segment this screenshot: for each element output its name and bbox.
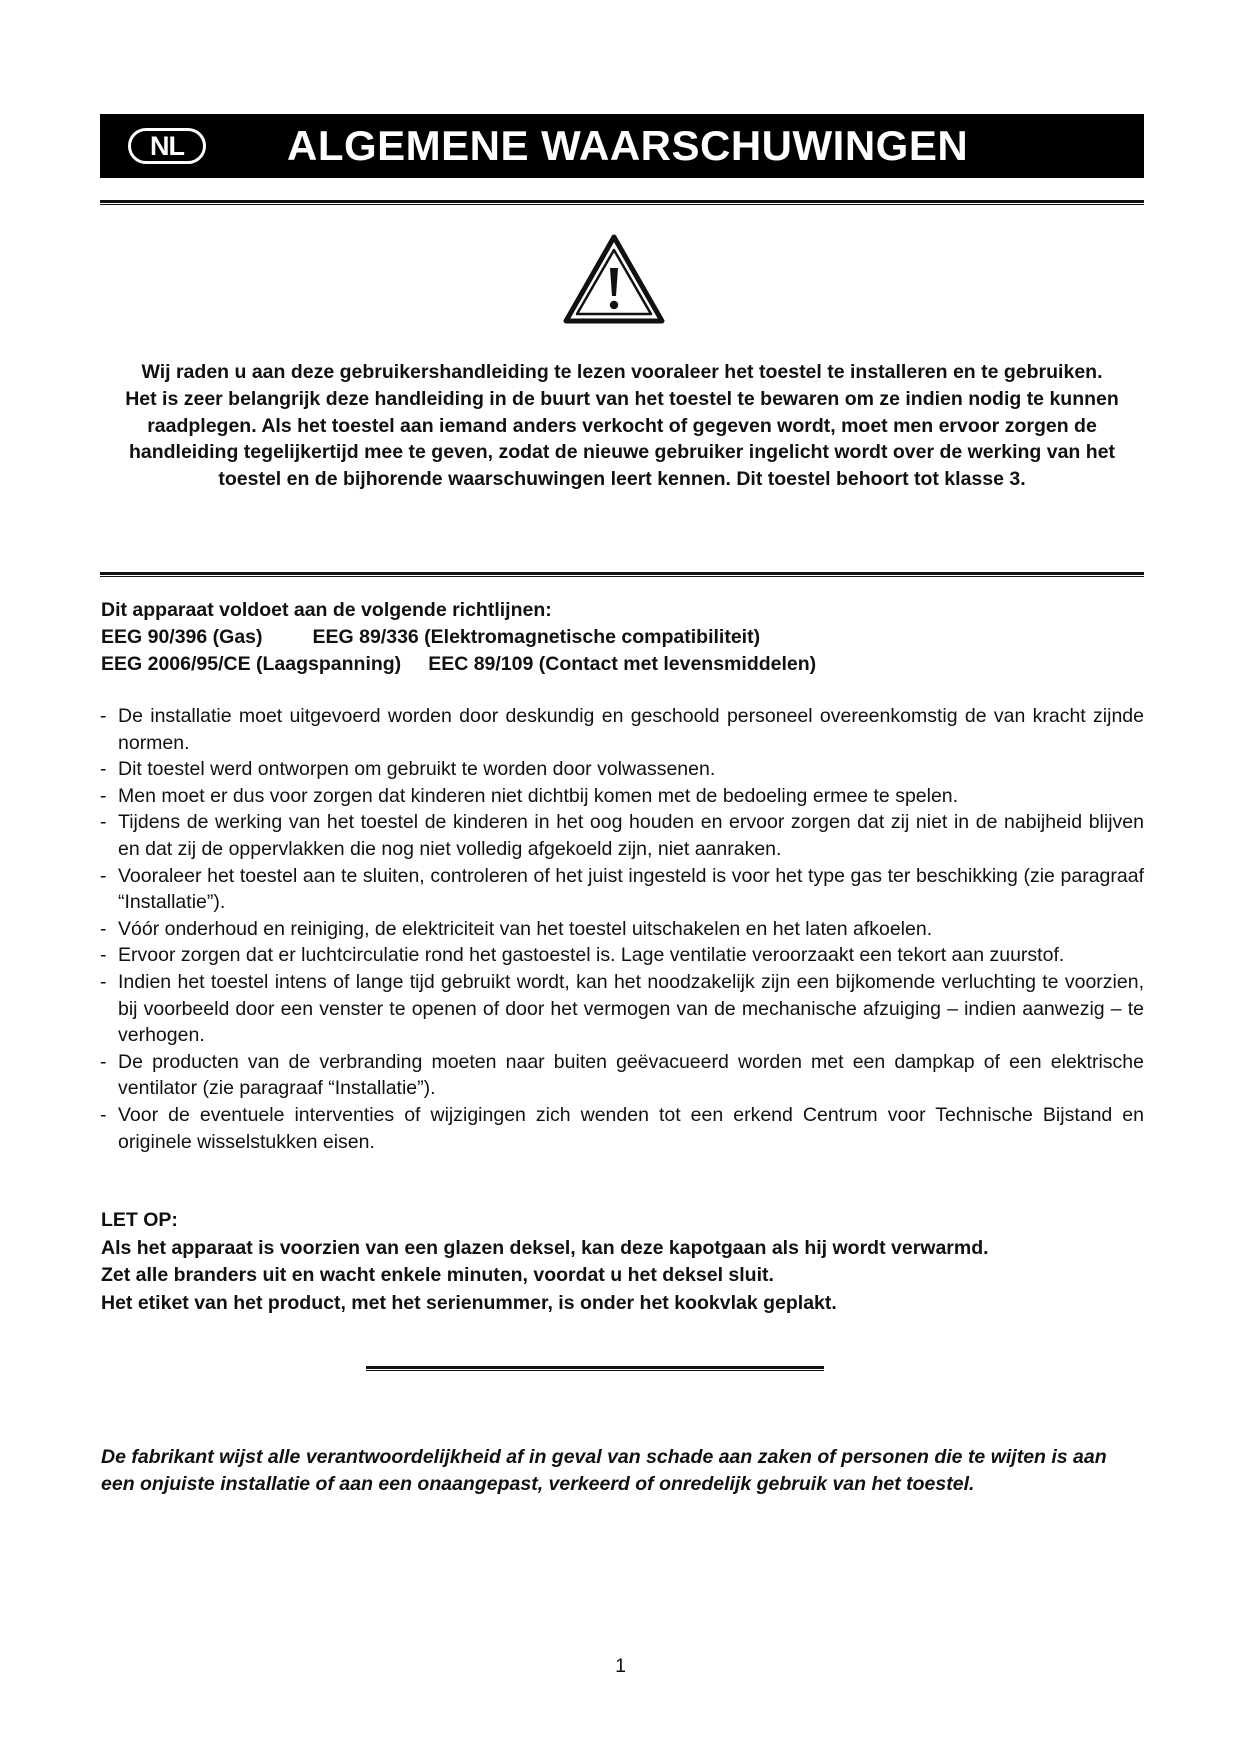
warning-triangle-icon: [563, 234, 665, 324]
list-item: - Men moet er dus voor zorgen dat kinderen niet dichtbij komen met de bedoeling ermee te spelen.: [100, 783, 1144, 810]
notice-line: Als het apparaat is voorzien van een glazen deksel, kan deze kapotgaan als hij wordt verwarmd.: [101, 1236, 989, 1259]
section-divider: [100, 200, 1144, 205]
notice-block: [101, 1207, 1145, 1317]
list-item: - De producten van de verbranding moeten naar buiten geëvacueerd worden met een dampkap of een elektrische ventilator (zie paragraaf “Installatie”).: [100, 1049, 1144, 1102]
list-item: - Tijdens de werking van het toestel de kinderen in het oog houden en ervoor zorgen dat zij niet in de nabijheid blijven en dat zij de oppervlakken die nog niet volledig afgekoeld zijn, niet aanraken.: [100, 809, 1144, 862]
list-item: - Vóór onderhoud en reiniging, de elektriciteit van het toestel uitschakelen en het laten afkoelen.: [100, 916, 1144, 943]
list-item: - Dit toestel werd ontworpen om gebruikt te worden door volwassenen.: [100, 756, 1144, 783]
list-item: - De installatie moet uitgevoerd worden door deskundig en geschoold personeel overeenkomstig de van kracht zijnde normen.: [100, 703, 1144, 756]
intro-text: [100, 359, 1144, 493]
directives-block: [101, 597, 1145, 678]
header-bar: [100, 114, 1144, 178]
page-number: 1: [615, 1655, 626, 1677]
section-divider: [100, 572, 1144, 577]
directives-row: [101, 624, 1145, 651]
language-badge: NL: [128, 128, 206, 164]
directives-row: [101, 651, 1145, 678]
intro-paragraph: Wij raden u aan deze gebruikershandleiding te lezen vooraleer het toestel te installeren en te gebruiken.: [141, 361, 1103, 383]
notice-heading: LET OP:: [101, 1209, 178, 1231]
disclaimer-text: De fabrikant wijst alle verantwoordelijkheid af in geval van schade aan zaken of personen die te wijten is aan een onjuiste installatie of aan een onaangepast, verkeerd of onredelijk gebruik van het toestel.: [101, 1446, 1107, 1495]
directive-item: EEG 2006/95/CE (Laagspanning): [101, 653, 402, 675]
list-item: - Ervoor zorgen dat er luchtcirculatie rond het gastoestel is. Lage ventilatie veroorzaakt een tekort aan zuurstof.: [100, 942, 1144, 969]
list-item: - Vooraleer het toestel aan te sluiten, controleren of het juist ingesteld is voor het type gas ter beschikking (zie paragraaf “Installatie”).: [100, 863, 1144, 916]
list-item: - Voor de eventuele interventies of wijzigingen zich wenden tot een erkend Centrum voor Technische Bijstand en originele wisselstukken eisen.: [100, 1102, 1144, 1155]
directives-heading: Dit apparaat voldoet aan de volgende richtlijnen:: [101, 599, 552, 621]
list-item: - Indien het toestel intens of lange tijd gebruikt wordt, kan het noodzakelijk zijn een bijkomende verluchting te voorzien, bij voorbeeld door een venster te openen of door het vermogen van de mechanische afzuiging – indien aanwezig – te verhogen.: [100, 969, 1144, 1049]
intro-paragraph: Het is zeer belangrijk deze handleiding in de buurt van het toestel te bewaren om ze indien nodig te kunnen raadplegen. Als het toestel aan iemand anders verkocht of gegeven wordt, moet men ervoor zorgen de handleiding tegelijkertijd mee te geven, zodat de nieuwe gebruiker ingelicht wordt over de werking van het toestel en de bijhorende waarschuwingen leert kennen. Dit toestel behoort tot klasse 3.: [125, 387, 1119, 491]
warning-list: [100, 703, 1144, 1155]
directive-item: EEG 90/396 (Gas): [101, 626, 263, 648]
directive-item: EEC 89/109 (Contact met levensmiddelen): [428, 653, 817, 675]
directive-item: EEG 89/336 (Elektromagnetische compatibiliteit): [312, 626, 761, 648]
notice-line: Het etiket van het product, met het serienummer, is onder het kookvlak geplakt.: [101, 1291, 837, 1314]
short-divider: [366, 1366, 824, 1371]
page-title: ALGEMENE WAARSCHUWINGEN: [287, 122, 969, 169]
notice-line: Zet alle branders uit en wacht enkele minuten, voordat u het deksel sluit.: [101, 1264, 774, 1286]
